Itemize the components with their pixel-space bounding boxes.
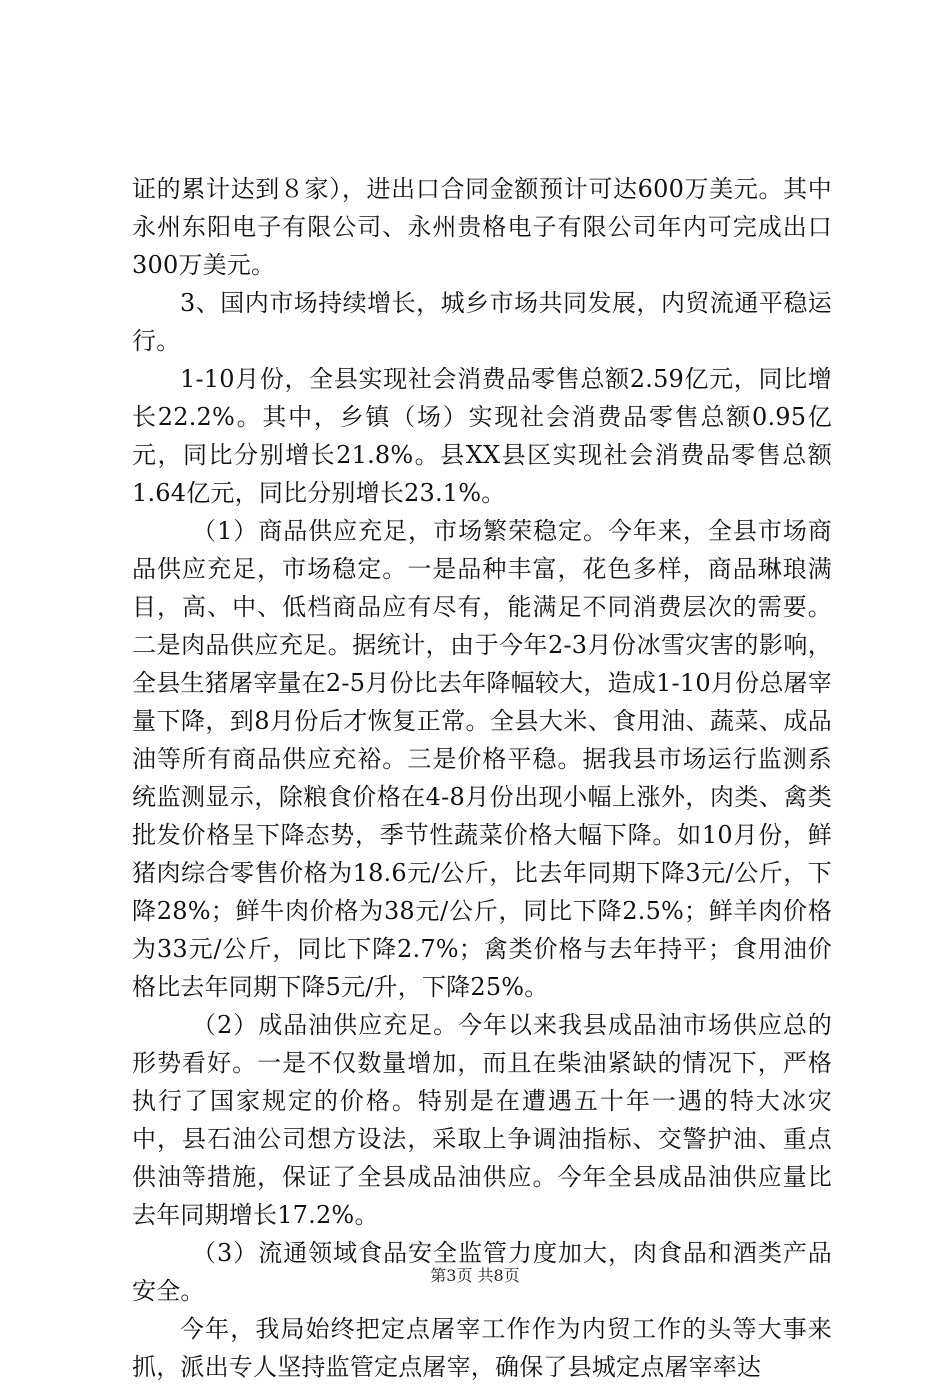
paragraph-commodity-supply: （1）商品供应充足，市场繁荣稳定。今年来，全县市场商品供应充足，市场稳定。一是品种丰富，花色多样，商品琳琅满目，高、中、低档商品应有尽有，能满足不同消费层次的需要。二是肉品供应充足。据统计，由于今年2-3月份冰雪灾害的影响，全县生猪屠宰量在2-5月份比去年降幅较大，造成1-10月份总屠宰量下降，到8月份后才恢复正常。全县大米、食用油、蔬菜、成品油等所有商品供应充裕。三是价格平稳。据我县市场运行监测系统监测显示，除粮食价格在4-8月份出现小幅上涨外，肉类、禽类批发价格呈下降态势，季节性蔬菜价格大幅下降。如10月份，鲜猪肉综合零售价格为18.6元/公斤，比去年同期下降3元/公斤，下降28%；鲜牛肉价格为38元/公斤，同比下降2.5%；鲜羊肉价格为33元/公斤，同比下降2.7%；禽类价格与去年持平；食用油价格比去年同期下降5元/升，下降25%。 bbox=[132, 517, 832, 1001]
paragraph-food-safety-heading: （3）流通领域食品安全监管力度加大，肉食品和酒类产品安全。 bbox=[132, 1239, 832, 1305]
document-body bbox=[132, 170, 832, 1386]
paragraph-export-summary: 证的累计达到８家），进出口合同金额预计可达600万美元。其中永州东阳电子有限公司、永州贵格电子有限公司年内可完成出口300万美元。 bbox=[132, 175, 832, 279]
paragraph-heading-domestic-market: 3、国内市场持续增长，城乡市场共同发展，内贸流通平稳运行。 bbox=[132, 289, 832, 355]
paragraph-retail-sales: 1-10月份，全县实现社会消费品零售总额2.59亿元，同比增长22.2%。其中，乡镇（场）实现社会消费品零售总额0.95亿元，同比分别增长21.8%。县XX县区实现社会消费品零售总额1.64亿元，同比分别增长23.1%。 bbox=[132, 365, 832, 507]
paragraph-slaughter-supervision: 今年，我局始终把定点屠宰工作作为内贸工作的头等大事来抓，派出专人坚持监管定点屠宰，确保了县城定点屠宰率达 bbox=[132, 1315, 832, 1381]
paragraph-oil-supply: （2）成品油供应充足。今年以来我县成品油市场供应总的形势看好。一是不仅数量增加，而且在柴油紧缺的情况下，严格执行了国家规定的价格。特别是在遭遇五十年一遇的特大冰灾中，县石油公司想方设法，采取上争调油指标、交警护油、重点供油等措施，保证了全县成品油供应。今年全县成品油供应量比去年同期增长17.2%。 bbox=[132, 1011, 832, 1229]
page-footer: 第3页 共8页 bbox=[430, 1266, 520, 1285]
